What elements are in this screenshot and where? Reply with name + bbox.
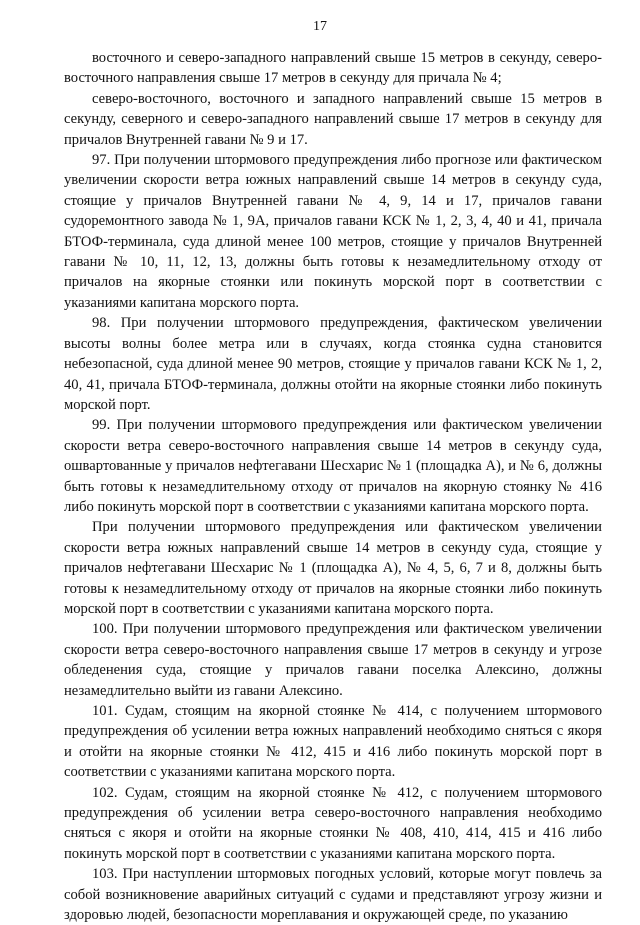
- paragraph-inner-harbor-berths-9-17: северо-восточного, восточного и западного направлений свыше 15 метров в секунду, северного и северо-западного направлений свыше 17 метров в секунду для причалов Внутренней гавани № 9 и 17.: [64, 90, 602, 148]
- paragraph-97: 97. При получении штормового предупреждения либо прогнозе или фактическом увеличении скорости ветра южных направлений свыше 14 метров в секунду суда, стоящие у причалов Внутренней гавани № 4, 9, 14 и 17, причалов гавани судоремонтного завода № 1, 9А, причалов гавани КСК № 1, 2, 3, 4, 40 и 41, причала БТОФ-терминала, суда длиной менее 100 метров, стоящие у причалов Внутренней гавани № 10, 11, 12, 13, должны быть готовы к незамедлительному отходу от причалов на якорные стоянки или покинуть морской порт в соответствии с указаниями капитана морского порта.: [64, 152, 602, 311]
- paragraph-103: 103. При наступлении штормовых погодных условий, которые могут повлечь за собой возникновение аварийных ситуаций с судами и представляют угрозу жизни и здоровью людей, безопасности мореплавания и окружающей среде, по указанию: [64, 866, 602, 924]
- paragraph-98: 98. При получении штормового предупреждения, фактическом увеличении высоты волны более метра или в случаях, когда стоянка судна становится небезопасной, суда длиной менее 90 метров, стоящие у причалов гавани КСК № 1, 2, 40, 41, причала БТОФ-терминала, должны отойти на якорные стоянки либо покинуть морской порт.: [64, 315, 602, 413]
- paragraph-99-southern-winds: При получении штормового предупреждения или фактическом увеличении скорости ветра южных направлений свыше 14 метров в секунду суда, стоящие у причалов нефтегавани Шесхарис № 1 (площадка А), № 4, 5, 6, 7 и 8, должны быть готовы к незамедлительному отходу от причалов на якорные стоянки либо покинуть морской порт в соответствии с указаниями капитана морского порта.: [64, 519, 602, 617]
- page-number: 17: [313, 19, 327, 34]
- paragraph-continuation-wind-directions: восточного и северо-западного направлений свыше 15 метров в секунду, северо-восточного направления свыше 17 метров в секунду для причала № 4;: [64, 50, 602, 87]
- paragraph-102: 102. Судам, стоящим на якорной стоянке № 412, с получением штормового предупреждения об усилении ветра северо-восточного направления необходимо сняться с якоря и отойти на якорные стоянки № 408, 410, 414, 415 и 416 либо покинуть морской порт в соответствии с указаниями капитана морского порта.: [64, 784, 602, 862]
- paragraph-100: 100. При получении штормового предупреждения или фактическом увеличении скорости ветра северо-восточного направления свыше 17 метров в секунду и угрозе обледенения суда, стоящие у причалов гавани поселка Алексино, должны незамедлительно выйти из гавани Алексино.: [64, 621, 602, 699]
- paragraph-101: 101. Судам, стоящим на якорной стоянке № 414, с получением штормового предупреждения об усилении ветра южных направлений необходимо сняться с якоря и отойти на якорные стоянки № 412, 415 и 416 либо покинуть морской порт в соответствии с указаниями капитана морского порта.: [64, 703, 602, 781]
- paragraph-99: 99. При получении штормового предупреждения или фактическом увеличении скорости ветра северо-восточного направления свыше 14 метров в секунду суда, ошвартованные у причалов нефтегавани Шесхарис № 1 (площадка А), и № 6, должны быть готовы к незамедлительному отходу от причалов на якорную стоянку № 416 либо покинуть морской порт в соответствии с указаниями капитана морского порта.: [64, 417, 602, 515]
- document-body: [64, 48, 602, 925]
